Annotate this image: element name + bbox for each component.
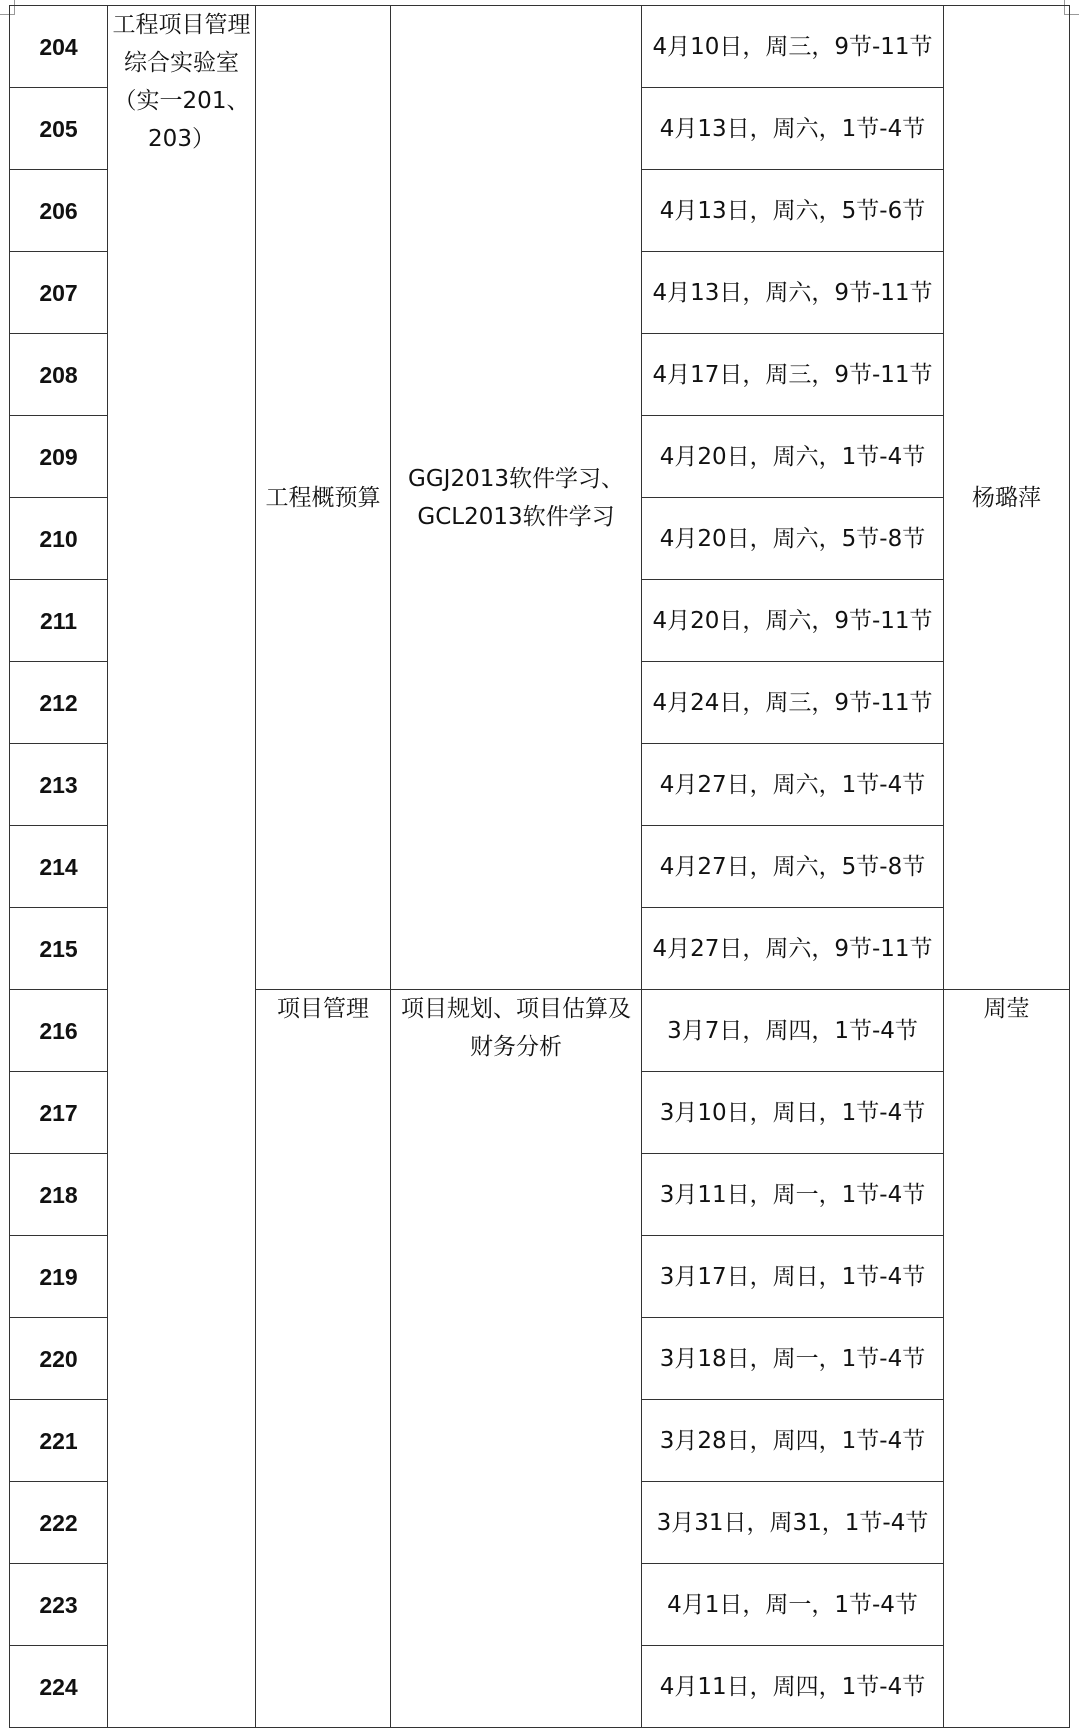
time-cell: 4月17日，周三，9节-11节 [642,334,944,416]
time-cell: 4月27日，周六，9节-11节 [642,908,944,990]
time-cell: 3月28日，周四，1节-4节 [642,1400,944,1482]
row-number-cell: 210 [10,498,108,580]
row-number-cell: 222 [10,1482,108,1564]
schedule-table [9,5,1070,1728]
time-cell: 3月11日，周一，1节-4节 [642,1154,944,1236]
time-cell: 3月7日，周四，1节-4节 [642,990,944,1072]
time-cell: 3月18日，周一，1节-4节 [642,1318,944,1400]
content-cell: 项目规划、项目估算及财务分析 [391,990,642,1728]
course-cell: 项目管理 [256,990,391,1728]
row-number-cell: 211 [10,580,108,662]
row-number-cell: 205 [10,88,108,170]
row-number-cell: 219 [10,1236,108,1318]
teacher-cell: 杨璐萍 [944,6,1070,990]
time-cell: 4月13日，周六，9节-11节 [642,252,944,334]
time-cell: 4月24日，周三，9节-11节 [642,662,944,744]
row-number-cell: 224 [10,1646,108,1728]
time-cell: 4月27日，周六，1节-4节 [642,744,944,826]
row-number-cell: 223 [10,1564,108,1646]
schedule-body [10,6,1070,1728]
row-number-cell: 204 [10,6,108,88]
time-cell: 4月10日，周三，9节-11节 [642,6,944,88]
table-row [10,6,1070,88]
lab-cell: 工程项目管理综合实验室（实一201、203） [108,6,256,1728]
time-cell: 4月20日，周六，1节-4节 [642,416,944,498]
time-cell: 4月1日，周一，1节-4节 [642,1564,944,1646]
row-number-cell: 214 [10,826,108,908]
row-number-cell: 221 [10,1400,108,1482]
time-cell: 4月27日，周六，5节-8节 [642,826,944,908]
row-number-cell: 209 [10,416,108,498]
row-number-cell: 213 [10,744,108,826]
content-cell: GGJ2013软件学习、GCL2013软件学习 [391,6,642,990]
row-number-cell: 216 [10,990,108,1072]
row-number-cell: 220 [10,1318,108,1400]
row-number-cell: 215 [10,908,108,990]
time-cell: 4月13日，周六，5节-6节 [642,170,944,252]
time-cell: 4月20日，周六，5节-8节 [642,498,944,580]
teacher-cell: 周莹 [944,990,1070,1728]
row-number-cell: 218 [10,1154,108,1236]
time-cell: 4月20日，周六，9节-11节 [642,580,944,662]
time-cell: 3月31日，周31，1节-4节 [642,1482,944,1564]
row-number-cell: 208 [10,334,108,416]
time-cell: 3月10日，周日，1节-4节 [642,1072,944,1154]
time-cell: 4月11日，周四，1节-4节 [642,1646,944,1728]
time-cell: 4月13日，周六，1节-4节 [642,88,944,170]
time-cell: 3月17日，周日，1节-4节 [642,1236,944,1318]
course-cell: 工程概预算 [256,6,391,990]
row-number-cell: 217 [10,1072,108,1154]
row-number-cell: 206 [10,170,108,252]
row-number-cell: 207 [10,252,108,334]
row-number-cell: 212 [10,662,108,744]
